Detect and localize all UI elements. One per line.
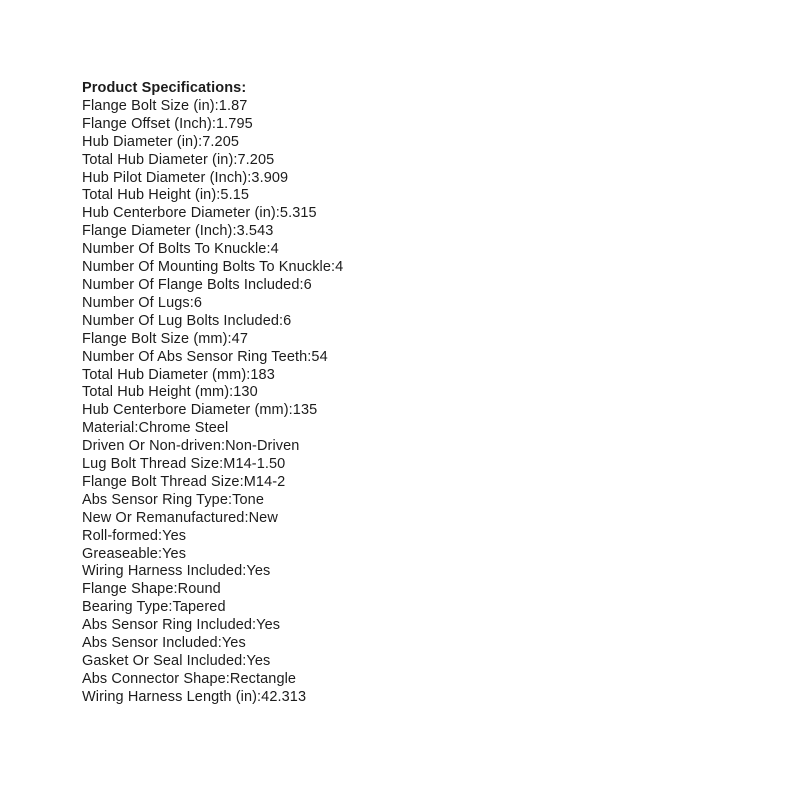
spec-line: Roll-formed:Yes (82, 527, 187, 544)
spec-line: Gasket Or Seal Included:Yes (82, 653, 271, 669)
spec-line: Flange Offset (Inch):1.795 (82, 115, 253, 132)
spec-line: Hub Diameter (in):7.205 (82, 133, 240, 150)
spec-line: Total Hub Diameter (mm):183 (82, 366, 275, 383)
spec-line: Hub Centerbore Diameter (mm):135 (82, 402, 318, 419)
spec-line: Number Of Lugs:6 (82, 294, 203, 311)
spec-line: Total Hub Height (mm):130 (82, 384, 258, 401)
specifications-header: Product Specifications: (82, 80, 247, 96)
spec-line: Number Of Mounting Bolts To Knuckle:4 (82, 259, 344, 276)
spec-line: Abs Connector Shape:Rectangle (82, 670, 297, 687)
spec-line: Flange Shape:Round (82, 581, 221, 598)
spec-line: Number Of Lug Bolts Included:6 (82, 312, 292, 329)
spec-line: New Or Remanufactured:New (82, 509, 278, 526)
spec-line: Wiring Harness Length (in):42.313 (82, 688, 307, 705)
spec-line: Driven Or Non-driven:Non-Driven (82, 438, 300, 455)
spec-line: Flange Diameter (Inch):3.543 (82, 223, 274, 240)
spec-line: Total Hub Diameter (in):7.205 (82, 151, 275, 168)
spec-line: Number Of Bolts To Knuckle:4 (82, 241, 279, 258)
spec-line: Abs Sensor Ring Included:Yes (82, 617, 281, 634)
spec-line: Abs Sensor Included:Yes (82, 635, 246, 652)
spec-line: Flange Bolt Size (mm):47 (82, 330, 248, 347)
product-specifications-block (82, 80, 722, 707)
spec-line: Flange Bolt Thread Size:M14-2 (82, 473, 286, 490)
spec-line: Flange Bolt Size (in):1.87 (82, 97, 248, 114)
spec-line: Hub Pilot Diameter (Inch):3.909 (82, 169, 289, 186)
spec-line: Abs Sensor Ring Type:Tone (82, 491, 264, 508)
spec-list (82, 98, 722, 707)
spec-line: Wiring Harness Included:Yes (82, 563, 271, 580)
spec-line: Total Hub Height (in):5.15 (82, 187, 250, 204)
spec-line: Greaseable:Yes (82, 545, 187, 562)
spec-line: Hub Centerbore Diameter (in):5.315 (82, 205, 317, 222)
spec-line: Bearing Type:Tapered (82, 599, 226, 616)
spec-line: Material:Chrome Steel (82, 420, 229, 437)
spec-line: Lug Bolt Thread Size:M14-1.50 (82, 456, 286, 473)
spec-line: Number Of Abs Sensor Ring Teeth:54 (82, 348, 328, 365)
spec-line: Number Of Flange Bolts Included:6 (82, 276, 312, 293)
